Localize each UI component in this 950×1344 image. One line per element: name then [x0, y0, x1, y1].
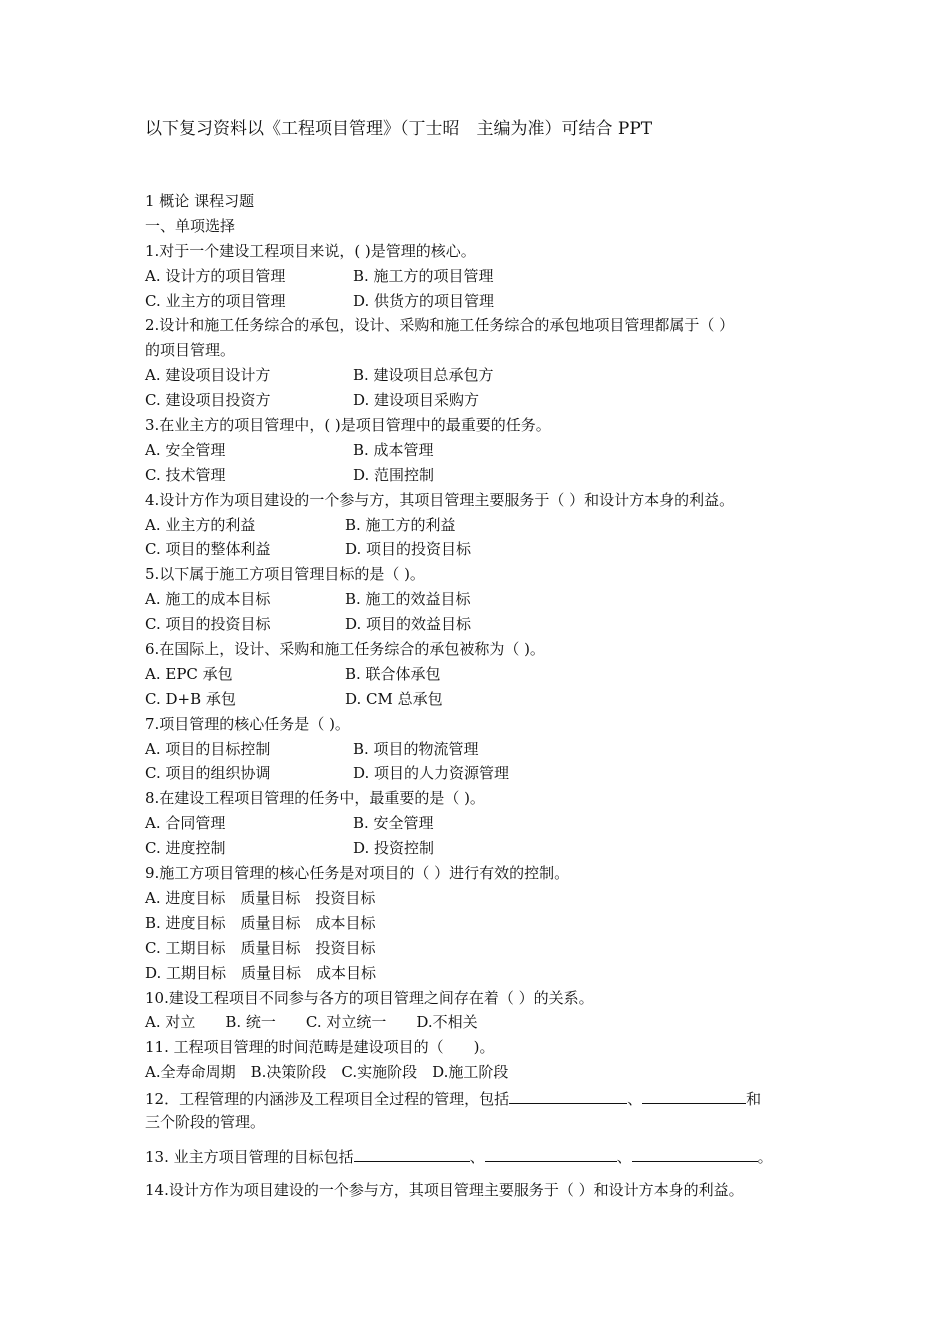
option-b: B. 联合体承包	[345, 664, 441, 683]
options-row	[145, 513, 813, 538]
option-b: B. 施工的效益目标	[345, 590, 471, 609]
option-d: D. 工期目标 质量目标 成本目标	[145, 963, 377, 982]
option-c: C. D+B 承包	[145, 689, 236, 708]
option-d: D. 项目的投资目标	[345, 540, 472, 559]
section-title: 一、单项选择	[145, 216, 236, 235]
answer-blank	[354, 1143, 470, 1162]
option-a: A. 设计方的项目管理	[145, 266, 286, 285]
option-c: C. 项目的投资目标	[145, 615, 271, 634]
option-b: B. 建设项目总承包方	[353, 366, 494, 385]
options-row	[145, 612, 813, 637]
option-b: B. 项目的物流管理	[353, 739, 479, 758]
separator: 、	[616, 1147, 632, 1166]
question-12-continued: 三个阶段的管理。	[145, 1112, 266, 1131]
option-a: A. 合同管理	[145, 814, 226, 833]
document-heading: 以下复习资料以《工程项目管理》（丁士昭 主编为准）可结合 PPT	[145, 119, 653, 139]
answer-blank	[632, 1143, 758, 1162]
option-c: C. 建设项目投资方	[145, 391, 271, 410]
question-3: 3.在业主方的项目管理中，( )是项目管理中的最重要的任务。	[145, 416, 551, 435]
option-b: B. 施工方的利益	[345, 515, 456, 534]
options-row: A. 对立 B. 统一 C. 对立统一 D.不相关	[145, 1013, 478, 1032]
option-c: C. 项目的整体利益	[145, 540, 271, 559]
question-13-text: 13. 业主方项目管理的目标包括	[145, 1147, 354, 1166]
option-c: C. 项目的组织协调	[145, 764, 271, 783]
option-b: B. 安全管理	[353, 814, 434, 833]
options-row	[145, 264, 813, 289]
question-12	[145, 1085, 813, 1110]
answer-blank	[509, 1085, 627, 1104]
question-2-continued: 的项目管理。	[145, 341, 236, 360]
separator: 和	[746, 1090, 762, 1109]
option-c: C. 技术管理	[145, 465, 226, 484]
question-2: 2.设计和施工任务综合的承包，设计、采购和施工任务综合的承包地项目管理都属于（ ）	[145, 316, 735, 335]
answer-blank	[642, 1085, 746, 1104]
options-row: A.全寿命周期 B.决策阶段 C.实施阶段 D.施工阶段	[145, 1063, 509, 1082]
option-d: D. CM 总承包	[345, 689, 443, 708]
option-c: C. 业主方的项目管理	[145, 291, 286, 310]
separator: 、	[627, 1090, 643, 1109]
options-row	[145, 438, 813, 463]
option-d: D. 范围控制	[353, 465, 435, 484]
options-row	[145, 811, 813, 836]
option-d: D. 供货方的项目管理	[353, 291, 495, 310]
options-row	[145, 289, 813, 314]
question-10: 10.建设工程项目不同参与各方的项目管理之间存在着（ ）的关系。	[145, 988, 594, 1007]
options-row	[145, 737, 813, 762]
options-row	[145, 662, 813, 687]
option-d: D. 投资控制	[353, 839, 435, 858]
answer-blank	[485, 1143, 617, 1162]
option-c: C. 进度控制	[145, 839, 226, 858]
separator: 、	[469, 1147, 485, 1166]
question-14: 14.设计方作为项目建设的一个参与方，其项目管理主要服务于（ ）和设计方本身的利益。	[145, 1180, 744, 1199]
options-row	[145, 687, 813, 712]
option-d: D. 项目的人力资源管理	[353, 764, 510, 783]
options-row	[145, 537, 813, 562]
option-b: B. 施工方的项目管理	[353, 266, 494, 285]
question-4: 4.设计方作为项目建设的一个参与方，其项目管理主要服务于（ ）和设计方本身的利益。	[145, 490, 735, 509]
options-row	[145, 463, 813, 488]
option-d: D. 建设项目采购方	[353, 391, 480, 410]
question-1: 1.对于一个建设工程项目来说，( )是管理的核心。	[145, 241, 476, 260]
chapter-title: 1 概论 课程习题	[145, 192, 255, 210]
option-a: A. 施工的成本目标	[145, 590, 271, 609]
option-a: A. EPC 承包	[145, 664, 233, 683]
option-b: B. 成本管理	[353, 440, 434, 459]
options-row	[145, 761, 813, 786]
option-a: A. 进度目标 质量目标 投资目标	[145, 888, 376, 907]
question-list	[145, 189, 813, 1203]
option-a: A. 业主方的利益	[145, 515, 256, 534]
separator: 。	[757, 1147, 773, 1166]
question-6: 6.在国际上，设计、采购和施工任务综合的承包被称为（ )。	[145, 640, 545, 659]
option-a: A. 建设项目设计方	[145, 366, 271, 385]
option-a: A. 项目的目标控制	[145, 739, 271, 758]
option-d: D. 项目的效益目标	[345, 615, 472, 634]
question-7: 7.项目管理的核心任务是（ )。	[145, 714, 350, 733]
question-5: 5.以下属于施工方项目管理目标的是（ )。	[145, 565, 425, 584]
question-11: 11. 工程项目管理的时间范畴是建设项目的（ )。	[145, 1038, 495, 1057]
question-8: 8.在建设工程项目管理的任务中，最重要的是（ )。	[145, 789, 485, 808]
option-c: C. 工期目标 质量目标 投资目标	[145, 938, 376, 957]
option-b: B. 进度目标 质量目标 成本目标	[145, 913, 376, 932]
options-row	[145, 388, 813, 413]
options-row	[145, 363, 813, 388]
question-12-text: 12．工程管理的内涵涉及工程项目全过程的管理，包括	[145, 1090, 510, 1109]
options-row	[145, 836, 813, 861]
question-9: 9.施工方项目管理的核心任务是对项目的（ ）进行有效的控制。	[145, 864, 570, 883]
option-a: A. 安全管理	[145, 440, 226, 459]
options-row	[145, 587, 813, 612]
question-13	[145, 1143, 813, 1168]
